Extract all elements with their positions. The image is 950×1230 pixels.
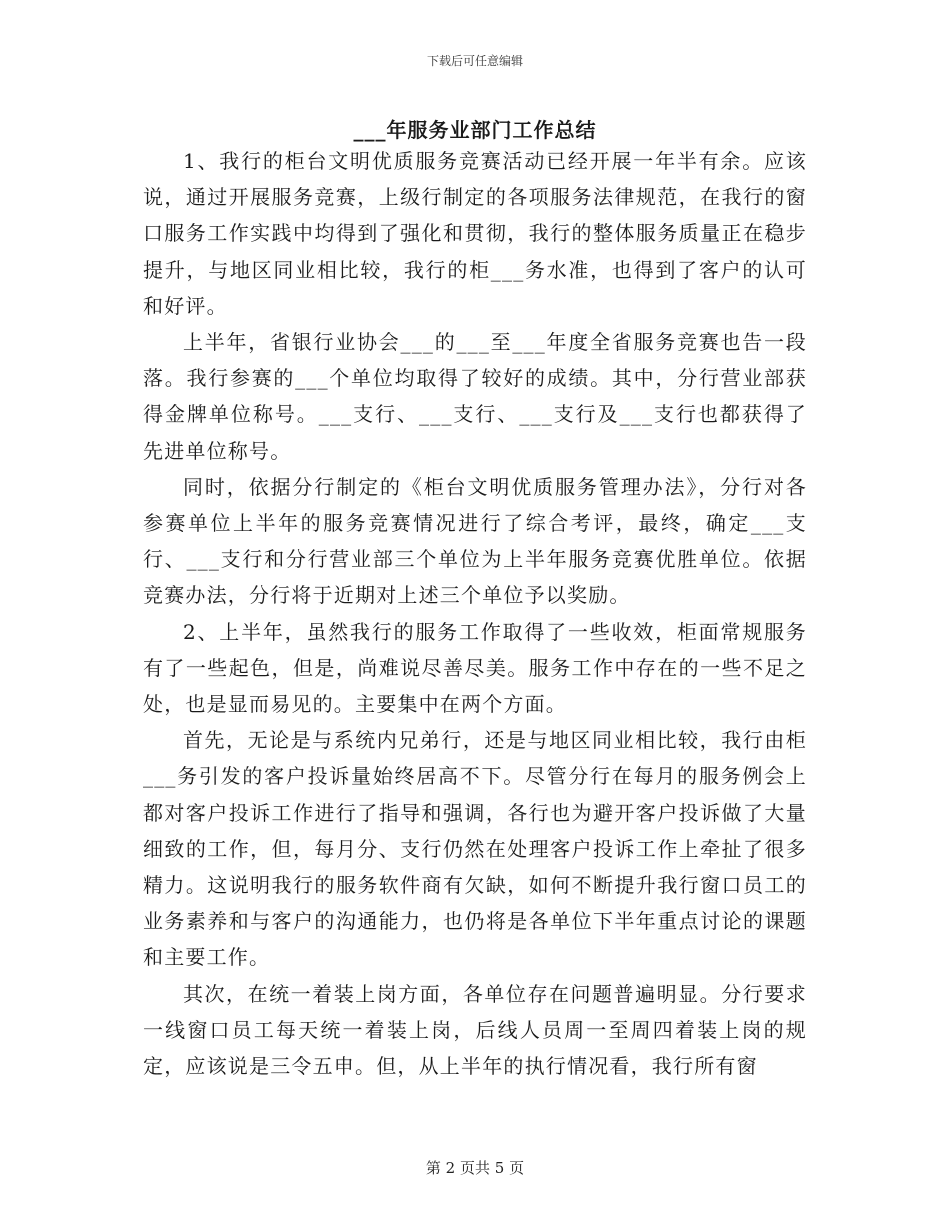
- document-title: ___年服务业部门工作总结: [353, 118, 597, 142]
- paragraph-2: 上半年，省银行业协会___的___至___年度全省服务竞赛也告一段落。我行参赛的___个单位均取得了较好的成绩。其中，分行营业部获得金牌单位称号。___支行、___支行、___支行及___支行也都获得了先进单位称号。: [143, 330, 807, 463]
- paragraph-5: 首先，无论是与系统内兄弟行，还是与地区同业相比较，我行由柜___务引发的客户投诉量始终居高不下。尽管分行在每月的服务例会上都对客户投诉工作进行了指导和强调，各行也为避开客户投诉做了大量细致的工作，但，每月分、支行仍然在处理客户投诉工作上牵扯了很多精力。这说明我行的服务软件商有欠缺，如何不断提升我行窗口员工的业务素养和与客户的沟通能力，也仍将是各单位下半年重点讨论的课题和主要工作。: [143, 728, 807, 970]
- page-number: 第 2 页共 5 页: [425, 1159, 525, 1177]
- paragraph-6: 其次，在统一着装上岗方面，各单位存在问题普遍明显。分行要求一线窗口员工每天统一着装上岗，后线人员周一至周四着装上岗的规定，应该说是三令五申。但，从上半年的执行情况看，我行所有窗: [143, 981, 807, 1079]
- paragraph-3: 同时，依据分行制定的《柜台文明优质服务管理办法》，分行对各参赛单位上半年的服务竞赛情况进行了综合考评，最终，确定___支行、___支行和分行营业部三个单位为上半年服务竞赛优胜单位。依据竞赛办法，分行将于近期对上述三个单位予以奖励。: [143, 474, 807, 608]
- paragraph-1: 1、我行的柜台文明优质服务竞赛活动已经开展一年半有余。应该说，通过开展服务竞赛，上级行制定的各项服务法律规范，在我行的窗口服务工作实践中均得到了强化和贯彻，我行的整体服务质量正在稳步提升，与地区同业相比较，我行的柜___务水准，也得到了客户的认可和好评。: [143, 149, 807, 318]
- document-body: [143, 143, 807, 1084]
- paragraph-4: 2、上半年，虽然我行的服务工作取得了一些收效，柜面常规服务有了一些起色，但是，尚难说尽善尽美。服务工作中存在的一些不足之处，也是显而易见的。主要集中在两个方面。: [143, 619, 807, 717]
- page-header-note: 下载后可任意编辑: [426, 54, 523, 68]
